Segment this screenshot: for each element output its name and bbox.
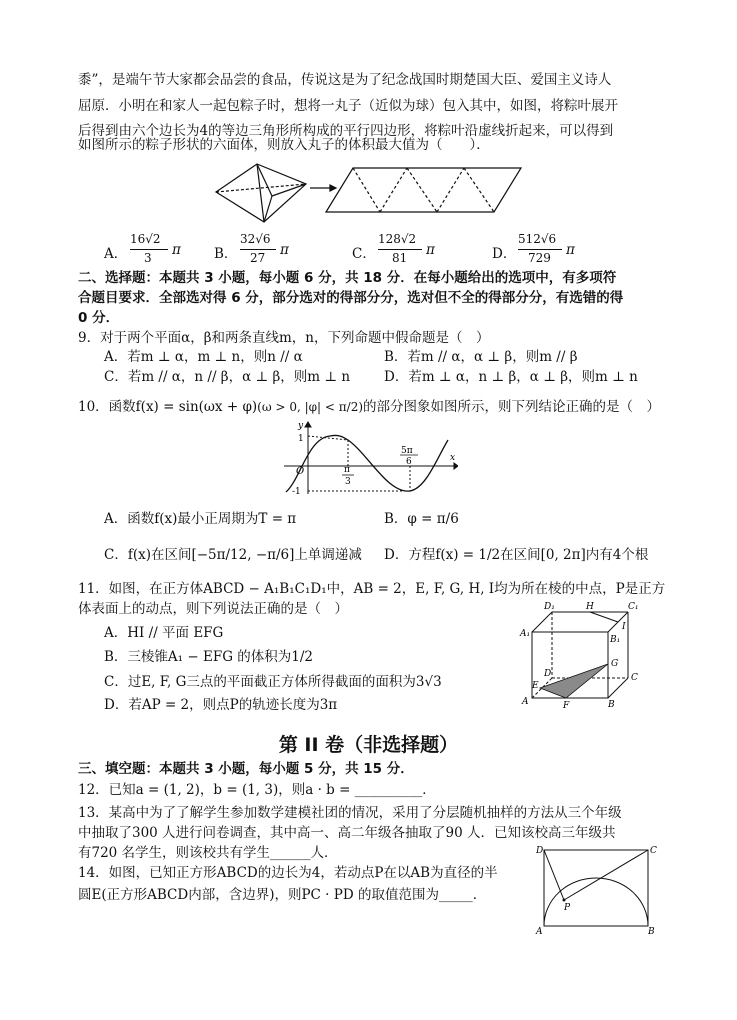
- sine-curve: [286, 435, 448, 492]
- q9-option-c[interactable]: C．若m // α，n // β，α ⊥ β，则m ⊥ n: [104, 369, 351, 385]
- option-label: A．: [104, 246, 128, 262]
- label-c: C: [650, 846, 657, 856]
- graph-three: 3: [345, 477, 351, 487]
- q11-option-c[interactable]: C．过E, F, G三点的平面截正方体所得截面的面积为3√3: [104, 674, 442, 690]
- section2-line-3: 0 分．: [78, 310, 120, 326]
- graph-pi: π: [344, 465, 350, 475]
- parallelogram-net: [326, 168, 521, 212]
- section3-header: 三、填空题：本题共 3 小题，每小题 5 分，共 15 分．: [78, 761, 414, 777]
- q10-stem-rest: 的部分图象如图所示，则下列结论正确的是（ ）: [363, 399, 661, 415]
- graph-origin: O: [296, 466, 305, 477]
- option-tail: π: [566, 242, 575, 258]
- q8-line-2: 屈原．小明在和家人一起包粽子时，想将一丸子（近似为球）包入其中，如图，将粽叶展开: [78, 98, 618, 114]
- graph-six: 6: [406, 457, 412, 467]
- q8-line-4: 如图所示的粽子形状的六面体，则放入丸子的体积最大值为（ ）．: [78, 137, 490, 153]
- q9-option-d[interactable]: D．若m ⊥ α，n ⊥ β，α ⊥ β，则m ⊥ n: [384, 369, 638, 385]
- section2-line-1: 二、选择题：本题共 3 小题，每小题 6 分，共 18 分．在每小题给出的选项中，有多项符: [78, 270, 617, 286]
- graph-neg-one: -1: [292, 487, 301, 497]
- q11-line-1: 11．如图，在正方体ABCD − A₁B₁C₁D₁中，AB = 2，E, F, G, H, I均为所在棱的中点，P是正方: [78, 581, 666, 597]
- option-tail: π: [280, 242, 289, 258]
- part2-title: 第 II 卷（非选择题）: [278, 734, 459, 756]
- label-c1: C₁: [628, 602, 639, 612]
- q10-option-b[interactable]: B．φ = π/6: [384, 511, 459, 527]
- label-e: E: [532, 681, 539, 691]
- label-b1: B₁: [610, 635, 621, 645]
- q10-option-c[interactable]: C．f(x)在区间[−5π/12, −π/6]上单调递减: [104, 547, 362, 563]
- option-tail: π: [426, 242, 435, 258]
- q8-line-3: 后得到由六个边长为4的等边三角形所构成的平行四边形，将粽叶沿虚线折起来，可以得到: [78, 123, 614, 139]
- q9-option-a[interactable]: A．若m ⊥ α，m ⊥ n，则n // α: [104, 349, 303, 365]
- q14-line-1: 14．如图，已知正方形ABCD的边长为4，若动点P在以AB为直径的半: [78, 865, 498, 881]
- label-h: H: [586, 602, 594, 612]
- semicircle: [544, 878, 648, 926]
- graph-y-label: y: [298, 421, 304, 431]
- label-c: C: [631, 673, 638, 683]
- label-d: D: [544, 669, 552, 679]
- q10-option-a[interactable]: A．函数f(x)最小正周期为T = π: [104, 511, 297, 527]
- option-label: D．: [492, 246, 517, 262]
- fraction-bar: [378, 249, 422, 250]
- label-a: A: [522, 697, 529, 707]
- q13-line-1: 13．某高中为了了解学生参加数学建模社团的情况，采用了分层随机抽样的方法从三个年级: [78, 805, 622, 821]
- label-b: B: [648, 927, 655, 936]
- q8-line-1: 黍”，是端午节大家都会品尝的食品，传说这是为了纪念战国时期楚国大臣、爱国主义诗人: [78, 72, 612, 88]
- q11-option-a[interactable]: A．HI // 平面 EFG: [104, 625, 224, 641]
- option-denominator: 27: [250, 251, 266, 265]
- option-numerator: 16√2: [130, 232, 161, 246]
- label-d: D: [536, 846, 544, 856]
- q10-sine-graph: [278, 420, 458, 498]
- option-numerator: 128√2: [378, 232, 417, 246]
- q11-option-b[interactable]: B．三棱锥A₁ − EFG 的体积为1/2: [104, 649, 313, 665]
- option-denominator: 81: [392, 251, 408, 265]
- label-i: I: [622, 622, 626, 632]
- fraction-bar: [130, 249, 168, 250]
- option-tail: π: [172, 242, 181, 258]
- fraction-bar: [518, 249, 562, 250]
- q9-option-b[interactable]: B．若m // α，α ⊥ β，则m // β: [384, 349, 578, 365]
- q10-stem-func: 10．函数f(x) = sin(ωx + φ): [78, 399, 258, 415]
- graph-x-label: x: [450, 453, 456, 463]
- option-numerator: 512√6: [518, 232, 557, 246]
- q11-option-d[interactable]: D．若AP = 2，则点P的轨迹长度为3π: [104, 697, 338, 713]
- label-a: A: [536, 927, 543, 936]
- option-label: B．: [214, 246, 238, 262]
- label-b: B: [608, 700, 615, 710]
- q14-line-2: 圆E(正方形ABCD内部，含边界)，则PC · PD 的取值范围为_____．: [78, 887, 487, 903]
- q10-stem-cond: (ω > 0, |φ| < π/2): [257, 400, 364, 414]
- q13-line-3: 有720 名学生，则该校共有学生______人．: [78, 845, 338, 861]
- label-d1: D₁: [544, 602, 555, 612]
- q10-stem: [78, 397, 660, 417]
- q11-line-2: 体表面上的动点，则下列说法正确的是（ ）: [78, 601, 348, 617]
- q14-figure: [534, 842, 664, 936]
- option-label: C．: [352, 246, 376, 262]
- q13-line-2: 中抽取了300 人进行问卷调查，其中高一、高二年级各抽取了90 人．已知该校高三年级共: [78, 825, 616, 841]
- label-g: G: [611, 659, 619, 669]
- q8-figure: [212, 160, 522, 226]
- q10-option-d[interactable]: D．方程f(x) = 1/2在区间[0, 2π]内有4个根: [384, 547, 649, 563]
- graph-five-pi: 5π: [401, 446, 413, 456]
- option-numerator: 32√6: [240, 232, 271, 246]
- fraction-bar: [240, 249, 276, 250]
- graph-one: 1: [298, 434, 304, 444]
- label-a1: A₁: [520, 629, 531, 639]
- option-denominator: 729: [528, 251, 551, 265]
- q12: 12．已知a = (1, 2)，b = (1, 3)，则a · b = __________．: [78, 782, 436, 798]
- q9-stem: 9．对于两个平面α，β和两条直线m，n，下列命题中假命题是（ ）: [78, 330, 490, 346]
- label-p: P: [564, 903, 571, 913]
- label-f: F: [563, 701, 570, 710]
- option-denominator: 3: [144, 251, 152, 265]
- q11-cube-figure: [518, 600, 646, 710]
- section2-line-2: 合题目要求．全部选对得 6 分，部分选对的得部分分，选对但不全的得部分分，有选错的得: [78, 290, 624, 306]
